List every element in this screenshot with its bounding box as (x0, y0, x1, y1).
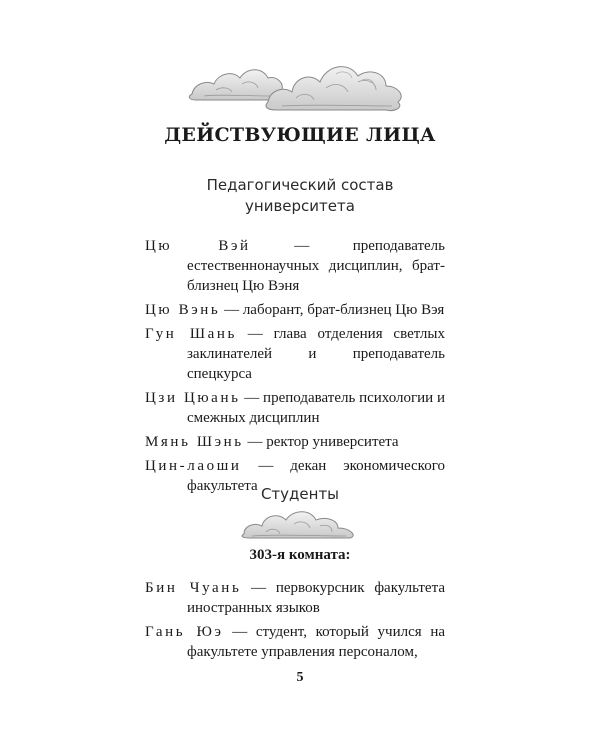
list-item (145, 578, 445, 618)
character-name: Бин Чуань (145, 580, 242, 596)
character-name: Цю Вэнь (145, 302, 221, 318)
list-item (145, 324, 445, 384)
faculty-heading-line1: Педагогический состав (206, 176, 394, 194)
character-name: Цзи Цюань (145, 390, 241, 406)
dash: — (241, 458, 291, 474)
faculty-heading-line2: университета (245, 197, 355, 215)
dash: — (223, 624, 256, 640)
clouds-icon (186, 52, 410, 114)
character-name: Мянь Шэнь (145, 434, 244, 450)
faculty-heading (0, 175, 600, 217)
character-name: Гань Юэ (145, 624, 224, 640)
students-list (145, 578, 445, 666)
list-item (145, 388, 445, 428)
character-description: студент, который учился на факультете управления персоналом, (187, 624, 446, 660)
list-item (145, 622, 445, 662)
character-description: глава отделения светлых заклинателей и преподаватель спецкурса (187, 326, 445, 382)
cloud-icon (238, 506, 362, 542)
page-number: 5 (296, 670, 304, 685)
list-item (145, 236, 445, 296)
character-description: преподаватель психологии и смежных дисциплин (187, 390, 445, 426)
character-description: декан экономического факультета (187, 458, 445, 494)
dash: — (241, 580, 276, 596)
dash: — (236, 326, 274, 342)
list-item (145, 300, 445, 320)
character-description: первокурсник факультета иностранных языков (187, 580, 445, 616)
room-heading: 303-я комната: (249, 547, 351, 563)
dash: — (220, 302, 243, 318)
dash: — (243, 434, 267, 450)
list-item (145, 432, 445, 452)
page-title: ДЕЙСТВУЮЩИЕ ЛИЦА (164, 124, 436, 146)
students-heading: Студенты (260, 485, 340, 503)
dash: — (250, 238, 353, 254)
character-description: лаборант, брат-близнец Цю Вэя (242, 302, 445, 318)
character-name: Цин-лаоши (145, 458, 242, 474)
character-name: Цю Вэй (145, 238, 251, 254)
character-description: ректор университета (266, 434, 399, 450)
character-name: Гун Шань (145, 326, 237, 342)
faculty-list (145, 236, 445, 500)
dash: — (240, 390, 264, 406)
character-description: преподаватель естественнонаучных дисциплин, брат-близнец Цю Вэня (187, 238, 446, 294)
